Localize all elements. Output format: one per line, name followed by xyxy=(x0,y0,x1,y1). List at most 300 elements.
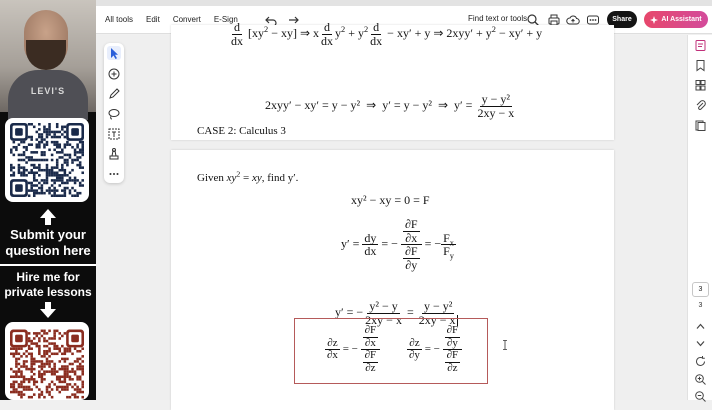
qr-module xyxy=(58,174,61,177)
qr-module xyxy=(38,375,41,378)
qr-module xyxy=(74,182,77,185)
qr-finder-pattern xyxy=(15,335,23,343)
qr-module xyxy=(61,189,64,192)
hire-lessons-text: Hire me for private lessons xyxy=(4,270,92,299)
qr-module xyxy=(33,126,36,129)
qr-module xyxy=(64,347,67,350)
qr-module xyxy=(20,365,23,368)
qr-module xyxy=(81,370,84,373)
qr-module xyxy=(74,373,77,376)
qr-module xyxy=(30,159,33,162)
qr-module xyxy=(25,146,28,149)
qr-module xyxy=(28,353,31,356)
qr-module xyxy=(53,370,56,373)
qr-module xyxy=(61,375,64,378)
qr-module xyxy=(48,126,51,129)
qr-module xyxy=(43,355,46,358)
qr-module xyxy=(53,143,56,146)
page-up-icon[interactable] xyxy=(694,320,707,333)
qr-module xyxy=(36,146,39,149)
qr-module xyxy=(69,192,72,195)
qr-module xyxy=(43,353,46,356)
mouse-ibeam-cursor-icon xyxy=(502,340,508,350)
qr-module xyxy=(43,151,46,154)
qr-module xyxy=(56,131,59,134)
qr-module xyxy=(36,189,39,192)
qr-module xyxy=(25,386,28,389)
qr-module xyxy=(66,350,69,353)
qr-module xyxy=(61,381,64,384)
equation-F: xy² − xy = 0 = F xyxy=(351,193,430,207)
qr-module xyxy=(36,360,39,363)
qr-module xyxy=(41,159,44,162)
qr-module xyxy=(43,131,46,134)
qr-module xyxy=(53,131,56,134)
qr-module xyxy=(79,184,82,187)
qr-module xyxy=(81,154,84,157)
qr-module xyxy=(10,174,13,177)
qr-module xyxy=(18,383,21,386)
qr-module xyxy=(56,171,59,174)
qr-module xyxy=(23,381,26,384)
qr-module xyxy=(58,378,61,381)
qr-module xyxy=(53,368,56,371)
qr-module xyxy=(51,368,54,371)
qr-module xyxy=(74,347,77,350)
qr-module xyxy=(56,151,59,154)
qr-module xyxy=(51,131,54,134)
qr-module xyxy=(76,159,79,162)
qr-module xyxy=(41,179,44,182)
menu-edit[interactable]: Edit xyxy=(146,15,160,24)
qr-module xyxy=(81,365,84,368)
qr-module xyxy=(10,353,13,356)
zoom-out-icon[interactable] xyxy=(694,390,707,403)
qr-module xyxy=(10,149,13,152)
qr-module xyxy=(76,350,79,353)
qr-module xyxy=(48,360,51,363)
qr-module xyxy=(43,330,46,333)
qr-module xyxy=(66,154,69,157)
qr-module xyxy=(15,373,18,376)
add-comment-icon[interactable] xyxy=(107,67,121,81)
qr-module xyxy=(30,388,33,391)
qr-module xyxy=(13,381,16,384)
layers-icon[interactable] xyxy=(694,119,707,132)
qr-module xyxy=(13,347,16,350)
qr-module xyxy=(79,166,82,169)
qr-module xyxy=(79,368,82,371)
qr-module xyxy=(61,335,64,338)
qr-module xyxy=(51,154,54,157)
qr-module xyxy=(56,388,59,391)
select-cursor-icon[interactable] xyxy=(107,46,121,60)
qr-module xyxy=(43,340,46,343)
qr-module xyxy=(36,138,39,141)
share-button[interactable]: Share xyxy=(607,11,637,28)
qr-module xyxy=(43,126,46,129)
page-down-icon[interactable] xyxy=(694,337,707,350)
qr-module xyxy=(58,184,61,187)
qr-module xyxy=(36,332,39,335)
menu-convert[interactable]: Convert xyxy=(172,15,201,24)
bookmark-panel-icon[interactable] xyxy=(694,59,707,72)
qr-module xyxy=(28,378,31,381)
qr-module xyxy=(71,370,74,373)
qr-module xyxy=(30,358,33,361)
qr-module xyxy=(61,133,64,136)
qr-module xyxy=(46,363,49,366)
qr-module xyxy=(66,383,69,386)
qr-module xyxy=(74,151,77,154)
comment-panel-icon[interactable] xyxy=(694,39,707,52)
sparkle-icon xyxy=(650,16,658,24)
qr-module xyxy=(41,365,44,368)
qr-module xyxy=(76,365,79,368)
qr-module xyxy=(64,375,67,378)
qr-module xyxy=(53,174,56,177)
qr-module xyxy=(46,358,49,361)
qr-module xyxy=(25,174,28,177)
qr-module xyxy=(46,128,49,131)
qr-module xyxy=(30,355,33,358)
qr-module xyxy=(13,166,16,169)
qr-module xyxy=(79,164,82,167)
qr-module xyxy=(28,156,31,159)
qr-module xyxy=(66,182,69,185)
qr-module xyxy=(20,159,23,162)
qr-module xyxy=(28,388,31,391)
qr-module xyxy=(33,184,36,187)
qr-module xyxy=(30,353,33,356)
qr-module xyxy=(53,383,56,386)
qr-module xyxy=(53,373,56,376)
zoom-in-icon[interactable] xyxy=(694,373,707,386)
qr-module xyxy=(74,177,77,180)
qr-module xyxy=(64,386,67,389)
qr-module xyxy=(74,154,77,157)
qr-module xyxy=(25,368,28,371)
qr-module xyxy=(48,355,51,358)
qr-module xyxy=(48,189,51,192)
qr-module xyxy=(15,353,18,356)
qr-module xyxy=(43,154,46,157)
qr-module xyxy=(51,136,54,139)
qr-module xyxy=(64,146,67,149)
qr-module xyxy=(71,159,74,162)
qr-module xyxy=(53,141,56,144)
qr-module xyxy=(10,347,13,350)
qr-module xyxy=(66,141,69,144)
qr-module xyxy=(66,159,69,162)
qr-module xyxy=(33,373,36,376)
qr-module xyxy=(53,187,56,190)
find-text-tools[interactable]: Find text or tools xyxy=(468,14,528,23)
qr-module xyxy=(28,171,31,174)
partial-derivative-box xyxy=(294,318,488,384)
qr-module xyxy=(51,189,54,192)
qr-module xyxy=(61,358,64,361)
qr-module xyxy=(23,174,26,177)
qr-module xyxy=(71,194,74,197)
qr-module xyxy=(28,381,31,384)
qr-module xyxy=(43,396,46,399)
qr-module xyxy=(30,189,33,192)
ai-assistant-label: AI Assistant xyxy=(661,16,702,23)
qr-module xyxy=(53,166,56,169)
qr-module xyxy=(79,141,82,144)
qr-finder-pattern xyxy=(71,128,79,136)
menu-all-tools[interactable]: All tools xyxy=(105,15,134,24)
qr-module xyxy=(38,388,41,391)
qr-module xyxy=(76,151,79,154)
qr-module xyxy=(33,358,36,361)
qr-module xyxy=(25,388,28,391)
qr-module xyxy=(33,166,36,169)
qr-module xyxy=(66,179,69,182)
video-overlay-column xyxy=(0,0,96,400)
qr-module xyxy=(41,373,44,376)
qr-module xyxy=(38,345,41,348)
qr-module xyxy=(58,136,61,139)
qr-module xyxy=(23,154,26,157)
qr-module xyxy=(33,383,36,386)
qr-module xyxy=(43,365,46,368)
qr-module xyxy=(48,363,51,366)
qr-module xyxy=(18,164,21,167)
qr-module xyxy=(71,368,74,371)
qr-module xyxy=(13,370,16,373)
qr-module xyxy=(13,154,16,157)
qr-module xyxy=(71,161,74,164)
qr-module xyxy=(53,335,56,338)
qr-module xyxy=(46,386,49,389)
qr-module xyxy=(23,388,26,391)
qr-module xyxy=(69,378,72,381)
qr-module xyxy=(41,335,44,338)
qr-module xyxy=(64,365,67,368)
qr-module xyxy=(18,370,21,373)
qr-module xyxy=(43,159,46,162)
qr-module xyxy=(48,393,51,396)
qr-module xyxy=(51,184,54,187)
qr-module xyxy=(41,355,44,358)
qr-module xyxy=(71,393,74,396)
qr-module xyxy=(33,192,36,195)
qr-module xyxy=(41,381,44,384)
qr-module xyxy=(76,164,79,167)
qr-module xyxy=(30,156,33,159)
qr-module xyxy=(46,182,49,185)
qr-module xyxy=(30,365,33,368)
qr-module xyxy=(61,388,64,391)
qr-module xyxy=(69,143,72,146)
qr-module xyxy=(33,164,36,167)
qr-module xyxy=(51,174,54,177)
qr-module xyxy=(25,378,28,381)
qr-module xyxy=(74,159,77,162)
qr-module xyxy=(28,386,31,389)
qr-module xyxy=(69,370,72,373)
qr-module xyxy=(10,169,13,172)
text-box-icon[interactable] xyxy=(107,127,121,141)
qr-module xyxy=(56,159,59,162)
qr-finder-pattern xyxy=(15,184,23,192)
qr-module xyxy=(71,146,74,149)
qr-module xyxy=(41,391,44,394)
qr-module xyxy=(41,368,44,371)
qr-module xyxy=(36,192,39,195)
more-tools-icon[interactable] xyxy=(107,167,121,181)
qr-module xyxy=(53,136,56,139)
qr-module xyxy=(74,383,77,386)
qr-module xyxy=(51,381,54,384)
qr-module xyxy=(38,143,41,146)
qr-module xyxy=(76,143,79,146)
qr-module xyxy=(38,182,41,185)
qr-module xyxy=(64,182,67,185)
qr-module xyxy=(48,187,51,190)
qr-module xyxy=(66,161,69,164)
qr-module xyxy=(48,342,51,345)
qr-module xyxy=(58,143,61,146)
qr-module xyxy=(28,368,31,371)
shirt-logo-text: LEVI'S xyxy=(30,86,66,96)
qr-module xyxy=(56,370,59,373)
qr-module xyxy=(53,194,56,197)
qr-module xyxy=(61,365,64,368)
derivative-expansion: $\frac{d}{dx}$ $[xy^2 - xy]$ ⇒ x $\frac{d}{dx}$ $y^2 + y^2$ $\frac{d}{dx}$ − xy′ + y ⇒ $2xyy' + y^2 - xy' + y$ xyxy=(231,20,543,48)
qr-module xyxy=(51,388,54,391)
current-page-input[interactable]: 3 xyxy=(692,282,709,297)
qr-module xyxy=(56,123,59,126)
qr-module xyxy=(13,386,16,389)
qr-module xyxy=(76,391,79,394)
qr-module xyxy=(69,156,72,159)
qr-module xyxy=(53,345,56,348)
qr-module xyxy=(76,375,79,378)
qr-module xyxy=(53,192,56,195)
qr-module xyxy=(48,337,51,340)
qr-module xyxy=(30,378,33,381)
qr-module xyxy=(46,141,49,144)
qr-module xyxy=(64,368,67,371)
qr-module xyxy=(64,131,67,134)
qr-module xyxy=(43,179,46,182)
qr-module xyxy=(48,386,51,389)
qr-module xyxy=(46,164,49,167)
qr-module xyxy=(51,370,54,373)
qr-module xyxy=(23,363,26,366)
qr-module xyxy=(71,353,74,356)
qr-module xyxy=(20,370,23,373)
qr-module xyxy=(69,171,72,174)
qr-module xyxy=(53,179,56,182)
refresh-icon[interactable] xyxy=(694,355,707,368)
right-side-rail xyxy=(687,35,712,400)
qr-module xyxy=(15,381,18,384)
qr-module xyxy=(64,353,67,356)
attachments-icon[interactable] xyxy=(694,99,707,112)
qr-module xyxy=(46,166,49,169)
menu-esign[interactable]: E-Sign xyxy=(213,15,238,24)
qr-module xyxy=(81,179,84,182)
thumbnails-icon[interactable] xyxy=(694,79,707,92)
qr-module xyxy=(51,166,54,169)
qr-module xyxy=(28,136,31,139)
qr-module xyxy=(28,182,31,185)
qr-module xyxy=(20,375,23,378)
document-viewport[interactable] xyxy=(96,20,687,400)
qr-module xyxy=(15,358,18,361)
qr-module xyxy=(18,347,21,350)
qr-module xyxy=(38,174,41,177)
qr-module xyxy=(20,383,23,386)
qr-module xyxy=(66,174,69,177)
qr-module xyxy=(25,161,28,164)
qr-module xyxy=(56,166,59,169)
qr-module xyxy=(81,151,84,154)
qr-module xyxy=(48,391,51,394)
qr-module xyxy=(13,383,16,386)
qr-module xyxy=(30,184,33,187)
qr-module xyxy=(53,337,56,340)
qr-module xyxy=(20,174,23,177)
qr-module xyxy=(79,365,82,368)
qr-module xyxy=(66,368,69,371)
qr-module xyxy=(74,360,77,363)
qr-module xyxy=(38,133,41,136)
qr-module xyxy=(30,182,33,185)
qr-module xyxy=(48,365,51,368)
qr-module xyxy=(36,335,39,338)
qr-module xyxy=(69,347,72,350)
qr-module xyxy=(15,146,18,149)
qr-module xyxy=(36,345,39,348)
qr-module xyxy=(61,368,64,371)
qr-module xyxy=(30,360,33,363)
qr-module xyxy=(20,381,23,384)
qr-module xyxy=(46,189,49,192)
qr-module xyxy=(15,347,18,350)
qr-module xyxy=(53,189,56,192)
ai-assistant-button[interactable] xyxy=(644,11,708,28)
qr-module xyxy=(43,373,46,376)
qr-module xyxy=(38,146,41,149)
lasso-icon[interactable] xyxy=(107,107,121,121)
qr-module xyxy=(41,378,44,381)
qr-module xyxy=(46,388,49,391)
qr-module xyxy=(46,332,49,335)
qr-module xyxy=(69,363,72,366)
qr-module xyxy=(36,386,39,389)
qr-module xyxy=(41,136,44,139)
qr-module xyxy=(33,378,36,381)
qr-module xyxy=(61,126,64,129)
qr-module xyxy=(71,378,74,381)
stamp-icon[interactable] xyxy=(107,147,121,161)
qr-module xyxy=(81,146,84,149)
qr-module xyxy=(20,347,23,350)
qr-module xyxy=(56,136,59,139)
qr-module xyxy=(38,166,41,169)
qr-module xyxy=(43,332,46,335)
draw-pen-icon[interactable] xyxy=(107,87,121,101)
qr-module xyxy=(66,143,69,146)
qr-module xyxy=(46,171,49,174)
qr-module xyxy=(71,363,74,366)
qr-code-submit-image xyxy=(10,123,84,197)
